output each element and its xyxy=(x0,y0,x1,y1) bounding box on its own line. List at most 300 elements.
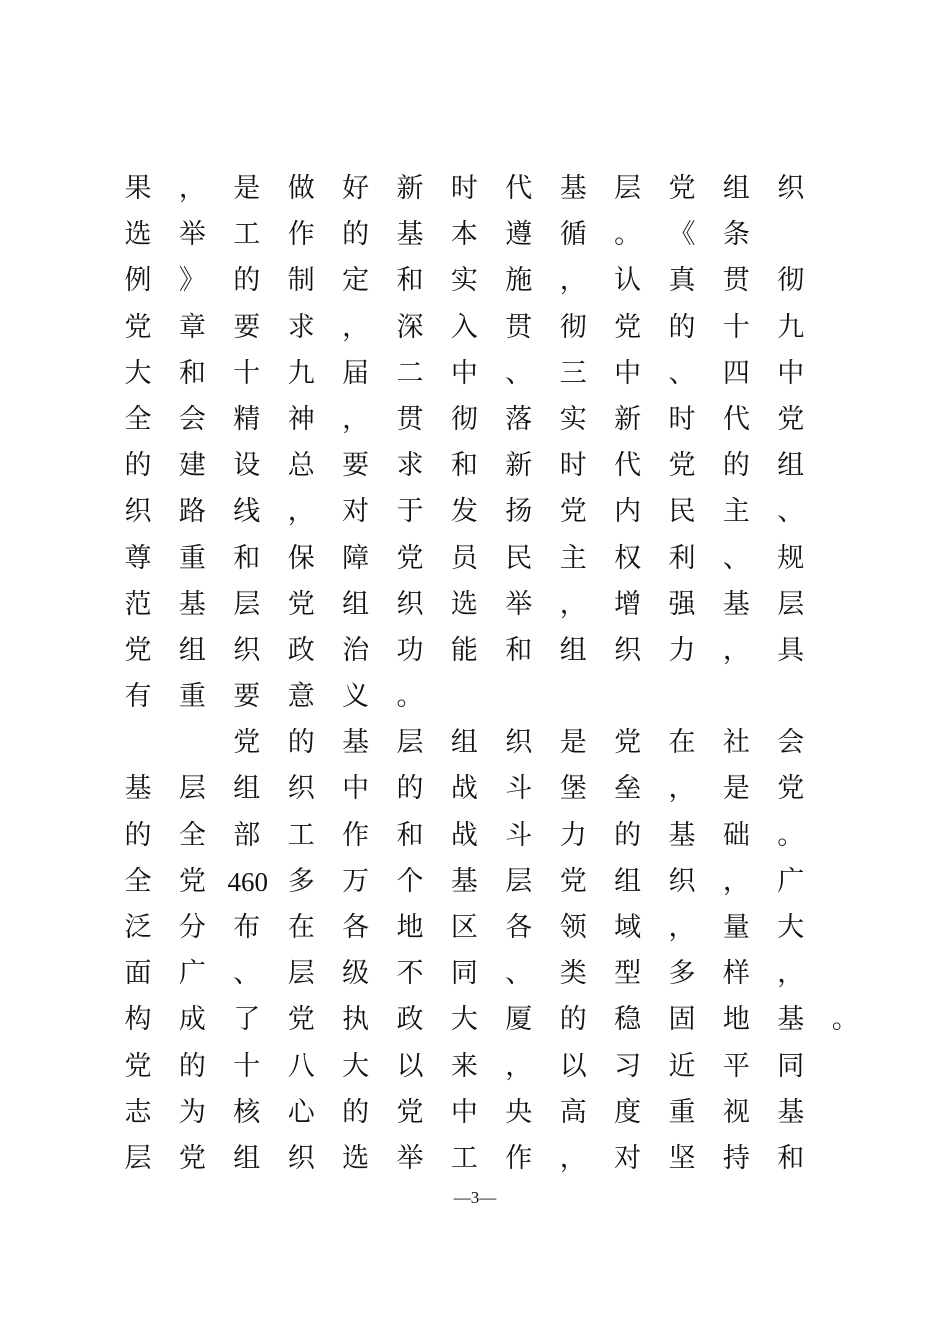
text-char: 。 xyxy=(614,219,642,251)
text-char: 工 xyxy=(287,819,315,851)
text-char: 的 xyxy=(559,1004,587,1036)
text-char: 代 xyxy=(614,450,642,482)
text-char: 为 xyxy=(178,1096,206,1128)
text-char: 分 xyxy=(178,912,206,943)
text-char: 民 xyxy=(505,542,533,574)
text-char: 广 xyxy=(178,958,206,990)
text-char: 八 xyxy=(287,1050,315,1082)
text-char: 强 xyxy=(668,588,696,620)
text-char: 、 xyxy=(233,958,261,990)
text-char: 构 xyxy=(124,1004,152,1036)
text-char: 政 xyxy=(287,634,315,666)
text-char: 个 xyxy=(396,865,424,897)
text-char: 。 xyxy=(831,1004,859,1036)
text-char: 障 xyxy=(342,542,370,574)
text-char: 党 xyxy=(777,773,805,805)
text-char: 内 xyxy=(614,496,642,528)
text-line xyxy=(124,1090,844,1136)
text-char: 层 xyxy=(614,173,642,204)
text-char: 时 xyxy=(559,450,587,482)
text-char: 党 xyxy=(124,634,152,666)
text-char: 习 xyxy=(614,1050,642,1082)
text-char: 规 xyxy=(777,542,805,574)
text-char: 循 xyxy=(559,219,587,251)
text-char: 。 xyxy=(396,681,424,713)
text-char: 选 xyxy=(342,1142,370,1174)
text-char: 基 xyxy=(559,173,587,204)
text-char: 和 xyxy=(396,265,424,297)
text-char: 力 xyxy=(668,634,696,666)
text-char: 基 xyxy=(450,865,478,897)
text-char: 新 xyxy=(614,403,642,435)
text-char: ， xyxy=(668,912,696,943)
text-char: 和 xyxy=(505,634,533,666)
text-char: 基 xyxy=(178,588,206,620)
text-char: 的 xyxy=(124,819,152,851)
text-line xyxy=(124,674,844,720)
text-char: 建 xyxy=(178,450,206,482)
text-char: 固 xyxy=(668,1004,696,1036)
text-char: 十 xyxy=(233,1050,261,1082)
text-char: 中 xyxy=(614,357,642,389)
text-char: 、 xyxy=(505,958,533,990)
text-char: 深 xyxy=(396,311,424,343)
text-char: 重 xyxy=(178,542,206,574)
text-char: 二 xyxy=(396,357,424,389)
text-char: 组 xyxy=(559,634,587,666)
text-char: 实 xyxy=(450,265,478,297)
text-char: 主 xyxy=(559,542,587,574)
text-char: 中 xyxy=(342,773,370,805)
text-char: ， xyxy=(559,588,587,620)
text-char: 斗 xyxy=(505,773,533,805)
text-char: 十 xyxy=(233,357,261,389)
text-char: 基 xyxy=(396,219,424,251)
text-char: 织 xyxy=(505,727,533,759)
text-char: 章 xyxy=(178,311,206,343)
text-char: ， xyxy=(342,403,370,435)
text-char: 同 xyxy=(777,1050,805,1082)
text-char: 组 xyxy=(450,727,478,759)
text-char: 平 xyxy=(722,1050,750,1082)
text-char: 组 xyxy=(722,173,750,204)
text-char: 样 xyxy=(722,958,750,990)
text-char: 彻 xyxy=(559,311,587,343)
text-char: 在 xyxy=(668,727,696,759)
text-char: 真 xyxy=(668,265,696,297)
page-number: —3— xyxy=(453,1188,497,1207)
text-char: 对 xyxy=(342,496,370,528)
text-line xyxy=(124,951,844,997)
text-char: 了 xyxy=(233,1004,261,1036)
text-char: 组 xyxy=(614,865,642,897)
text-char: ， xyxy=(342,311,370,343)
text-char: 心 xyxy=(287,1096,315,1128)
text-char: 层 xyxy=(777,588,805,620)
text-line xyxy=(124,489,844,535)
text-char: 彻 xyxy=(450,403,478,435)
text-char: 作 xyxy=(342,819,370,851)
text-char: 社 xyxy=(722,727,750,759)
text-line xyxy=(124,258,844,304)
text-char: 基 xyxy=(342,727,370,759)
text-char: 十 xyxy=(722,311,750,343)
text-char: 、 xyxy=(668,357,696,389)
text-char: 力 xyxy=(559,819,587,851)
text-char: 代 xyxy=(722,403,750,435)
text-char: 落 xyxy=(505,403,533,435)
text-char: 党 xyxy=(233,727,261,759)
text-char: 实 xyxy=(559,403,587,435)
text-char: 层 xyxy=(396,727,424,759)
text-char: 同 xyxy=(450,958,478,990)
text-char: 面 xyxy=(124,958,152,990)
text-char: 做 xyxy=(287,173,315,204)
text-char: 党 xyxy=(124,1050,152,1082)
text-char: 部 xyxy=(233,819,261,851)
text-char: 各 xyxy=(342,912,370,943)
text-char: ， xyxy=(722,865,750,897)
text-char: 神 xyxy=(287,403,315,435)
text-char: 织 xyxy=(233,634,261,666)
text-char: 《 xyxy=(668,219,696,251)
text-char: 织 xyxy=(396,588,424,620)
text-char: 增 xyxy=(614,588,642,620)
text-char: 中 xyxy=(450,1096,478,1128)
text-char: 举 xyxy=(396,1142,424,1174)
text-char: 治 xyxy=(342,634,370,666)
text-char: 果 xyxy=(124,173,152,204)
text-char: 定 xyxy=(342,265,370,297)
text-char: 总 xyxy=(287,450,315,482)
text-line xyxy=(124,305,844,351)
text-char: 举 xyxy=(505,588,533,620)
text-char: 》 xyxy=(178,265,206,297)
text-char: 党 xyxy=(287,1004,315,1036)
text-char: 织 xyxy=(287,1142,315,1174)
text-char: 区 xyxy=(450,912,478,943)
text-char: 求 xyxy=(287,311,315,343)
text-char: 的 xyxy=(722,450,750,482)
text-char: ， xyxy=(777,958,805,990)
text-line xyxy=(124,443,844,489)
text-line xyxy=(124,536,844,582)
text-char: 多 xyxy=(668,958,696,990)
text-char: 新 xyxy=(396,173,424,204)
text-char: ， xyxy=(559,1142,587,1174)
text-char: 尊 xyxy=(124,542,152,574)
text-char: 类 xyxy=(559,958,587,990)
text-char: 彻 xyxy=(777,265,805,297)
text-char: 织 xyxy=(777,173,805,204)
text-line xyxy=(124,813,844,859)
text-char: 施 xyxy=(505,265,533,297)
text-char: ， xyxy=(722,634,750,666)
text-char: 基 xyxy=(668,819,696,851)
text-line xyxy=(124,351,844,397)
text-char: 党 xyxy=(178,1142,206,1174)
text-char: 层 xyxy=(287,958,315,990)
text-char: 基 xyxy=(722,588,750,620)
text-char: 层 xyxy=(233,588,261,620)
text-line xyxy=(124,212,844,258)
text-char: 党 xyxy=(396,542,424,574)
text-char: 保 xyxy=(287,542,315,574)
text-char: 是 xyxy=(722,773,750,805)
text-char: 要 xyxy=(342,450,370,482)
text-char: 大 xyxy=(124,357,152,389)
text-char: 核 xyxy=(233,1096,261,1128)
text-char: ， xyxy=(178,173,206,204)
text-char: 础 xyxy=(722,819,750,851)
text-char: 全 xyxy=(124,403,152,435)
text-char: 的 xyxy=(668,311,696,343)
text-char: 对 xyxy=(614,1142,642,1174)
text-char: 制 xyxy=(287,265,315,297)
text-char: 贯 xyxy=(396,403,424,435)
text-char: 460 xyxy=(227,866,269,897)
text-char: 域 xyxy=(614,912,642,943)
text-char: 功 xyxy=(396,634,424,666)
text-char: 设 xyxy=(233,450,261,482)
text-char: 政 xyxy=(396,1004,424,1036)
text-char: 全 xyxy=(124,865,152,897)
text-char: 会 xyxy=(178,403,206,435)
text-char: 代 xyxy=(505,173,533,204)
text-char: 斗 xyxy=(505,819,533,851)
text-char: 近 xyxy=(668,1050,696,1082)
text-line xyxy=(124,1136,844,1182)
text-char: 成 xyxy=(178,1004,206,1036)
text-char: 高 xyxy=(559,1096,587,1128)
text-char: 和 xyxy=(450,450,478,482)
text-char: 的 xyxy=(342,1096,370,1128)
text-char: 。 xyxy=(777,819,805,851)
text-char: 层 xyxy=(178,773,206,805)
text-char: 堡 xyxy=(559,773,587,805)
text-line xyxy=(124,166,844,212)
text-char: 义 xyxy=(342,681,370,713)
text-char: 求 xyxy=(396,450,424,482)
text-char: 是 xyxy=(233,173,261,204)
text-char: 党 xyxy=(124,311,152,343)
text-char: 织 xyxy=(614,634,642,666)
text-char: 党 xyxy=(777,403,805,435)
text-char: 党 xyxy=(287,588,315,620)
text-char: 入 xyxy=(450,311,478,343)
text-char: 会 xyxy=(777,727,805,759)
text-char: 党 xyxy=(614,311,642,343)
text-char: 的 xyxy=(233,265,261,297)
text-line xyxy=(124,766,844,812)
text-char: 工 xyxy=(233,219,261,251)
text-line xyxy=(124,905,844,951)
text-char: 以 xyxy=(559,1050,587,1082)
text-char: 三 xyxy=(559,357,587,389)
text-char: 的 xyxy=(124,450,152,482)
text-char: 遵 xyxy=(505,219,533,251)
text-char: 大 xyxy=(450,1004,478,1036)
text-char: 战 xyxy=(450,819,478,851)
text-char: 大 xyxy=(777,912,805,943)
text-char: 民 xyxy=(668,496,696,528)
text-char: 党 xyxy=(178,865,206,897)
text-char: 广 xyxy=(777,865,805,897)
text-char: 党 xyxy=(559,865,587,897)
text-char: 好 xyxy=(342,173,370,204)
text-char: 党 xyxy=(614,727,642,759)
text-char: 线 xyxy=(233,496,261,528)
text-line xyxy=(124,582,844,628)
text-char: 的 xyxy=(614,819,642,851)
text-char: 党 xyxy=(668,173,696,204)
text-char: 贯 xyxy=(722,265,750,297)
text-line xyxy=(124,859,844,905)
text-char: 组 xyxy=(233,1142,261,1174)
text-char: 的 xyxy=(396,773,424,805)
text-char: 路 xyxy=(178,496,206,528)
text-char: 选 xyxy=(124,219,152,251)
text-char: 组 xyxy=(178,634,206,666)
text-char: 战 xyxy=(450,773,478,805)
text-char: 党 xyxy=(396,1096,424,1128)
text-char: 级 xyxy=(342,958,370,990)
text-char: 主 xyxy=(722,496,750,528)
text-char: 中 xyxy=(450,357,478,389)
text-char: 地 xyxy=(396,912,424,943)
text-char: 四 xyxy=(722,357,750,389)
text-char: 型 xyxy=(614,958,642,990)
text-char: 作 xyxy=(287,219,315,251)
text-line xyxy=(124,397,844,443)
text-char: 各 xyxy=(505,912,533,943)
text-char: 、 xyxy=(505,357,533,389)
text-char: 重 xyxy=(178,681,206,713)
text-char: 例 xyxy=(124,265,152,297)
text-char: 九 xyxy=(777,311,805,343)
text-char: 志 xyxy=(124,1096,152,1128)
text-char: 多 xyxy=(287,865,315,897)
text-char: ， xyxy=(287,496,315,528)
text-char: 领 xyxy=(559,912,587,943)
text-char: 和 xyxy=(777,1142,805,1174)
text-char: 组 xyxy=(777,450,805,482)
text-char: 和 xyxy=(396,819,424,851)
text-char: 条 xyxy=(722,219,750,251)
text-char: 大 xyxy=(342,1050,370,1082)
text-char: 员 xyxy=(450,542,478,574)
text-char: 织 xyxy=(668,865,696,897)
text-char: 发 xyxy=(450,496,478,528)
text-char: 度 xyxy=(614,1096,642,1128)
text-char: 全 xyxy=(178,819,206,851)
text-char: 泛 xyxy=(124,912,152,943)
text-char: 贯 xyxy=(505,311,533,343)
text-char: 重 xyxy=(668,1096,696,1128)
text-char: 党 xyxy=(668,450,696,482)
text-char: 届 xyxy=(342,357,370,389)
text-char: 持 xyxy=(722,1142,750,1174)
text-char: 不 xyxy=(396,958,424,990)
text-char: 要 xyxy=(233,681,261,713)
text-char: 扬 xyxy=(505,496,533,528)
text-char: 选 xyxy=(450,588,478,620)
text-char: 基 xyxy=(124,773,152,805)
text-char: 在 xyxy=(287,912,315,943)
text-char: 来 xyxy=(450,1050,478,1082)
text-char: 执 xyxy=(342,1004,370,1036)
text-char: 举 xyxy=(178,219,206,251)
text-char: 的 xyxy=(287,727,315,759)
text-char: 和 xyxy=(233,542,261,574)
text-char: 基 xyxy=(777,1004,805,1036)
text-char: 布 xyxy=(233,912,261,943)
text-char: 织 xyxy=(124,496,152,528)
text-char: 和 xyxy=(178,357,206,389)
text-char: 权 xyxy=(614,542,642,574)
text-char: 精 xyxy=(233,403,261,435)
text-line xyxy=(124,720,844,766)
text-char: 意 xyxy=(287,681,315,713)
text-char: 九 xyxy=(287,357,315,389)
text-char: 层 xyxy=(124,1142,152,1174)
text-char: 以 xyxy=(396,1050,424,1082)
text-char: 组 xyxy=(233,773,261,805)
text-char: 厦 xyxy=(505,1004,533,1036)
text-char: 新 xyxy=(505,450,533,482)
text-char: 作 xyxy=(505,1142,533,1174)
text-char: 有 xyxy=(124,681,152,713)
text-char: 具 xyxy=(777,634,805,666)
text-char: 是 xyxy=(559,727,587,759)
text-char: 于 xyxy=(396,496,424,528)
text-char: 万 xyxy=(342,865,370,897)
text-char: 织 xyxy=(287,773,315,805)
text-char: 坚 xyxy=(668,1142,696,1174)
document-body xyxy=(124,166,859,1182)
text-char: 时 xyxy=(450,173,478,204)
text-char: 层 xyxy=(505,865,533,897)
text-char: 、 xyxy=(722,542,750,574)
text-char: 垒 xyxy=(614,773,642,805)
text-char: 的 xyxy=(178,1050,206,1082)
text-char: 的 xyxy=(342,219,370,251)
text-char: 央 xyxy=(505,1096,533,1128)
text-char: 范 xyxy=(124,588,152,620)
text-char: 本 xyxy=(450,219,478,251)
text-char: 认 xyxy=(614,265,642,297)
text-char: 量 xyxy=(722,912,750,943)
text-char: 基 xyxy=(777,1096,805,1128)
text-line xyxy=(124,1044,844,1090)
text-char: 党 xyxy=(559,496,587,528)
text-line xyxy=(124,628,844,674)
text-char: 时 xyxy=(668,403,696,435)
text-char: 利 xyxy=(668,542,696,574)
text-char: 稳 xyxy=(614,1004,642,1036)
text-char: ， xyxy=(505,1050,533,1082)
text-char: 视 xyxy=(722,1096,750,1128)
text-char: 要 xyxy=(233,311,261,343)
text-char: 工 xyxy=(450,1142,478,1174)
text-char: 、 xyxy=(777,496,805,528)
text-char: ， xyxy=(668,773,696,805)
text-line xyxy=(124,997,859,1043)
text-char: 地 xyxy=(722,1004,750,1036)
text-char: 中 xyxy=(777,357,805,389)
text-char: 组 xyxy=(342,588,370,620)
text-char: 能 xyxy=(450,634,478,666)
